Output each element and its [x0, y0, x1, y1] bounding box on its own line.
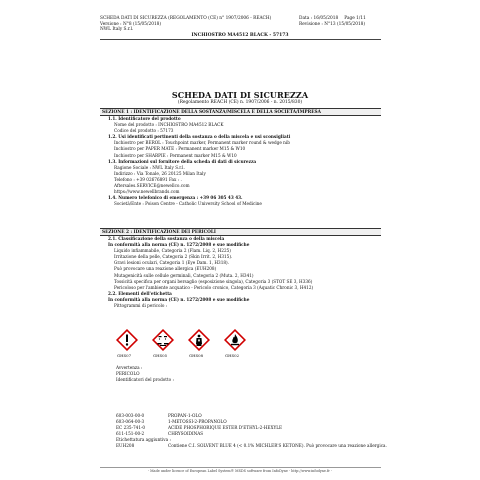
body-line: Liquido infiammabile, Categoria 2 (Flam. Liq. 2, H225): [114, 248, 231, 254]
section-2-heading: SEZIONE 2 : IDENTIFICAZIONE DEI PERICOLI: [100, 228, 381, 236]
section-1-heading: SEZIONE 1 : IDENTIFICAZIONE DELLA SOSTANZA/MISCELA E DELLA SOCIETÀ/IMPRESA: [100, 108, 381, 116]
extra-text: Contiene C.I. SOLVENT BLUE 4 (< 0.1% MICHLER'S KETONE). Può provocare una reazione allergica.: [168, 443, 387, 449]
body-line: Società/Ente : Poison Centre - Catholic University School of Medicine: [114, 201, 262, 207]
section-2-body: [108, 236, 381, 309]
subsection-heading: 1.2. Usi identificati pertinenti della sostanza o della miscela e usi sconsigliati: [108, 134, 291, 140]
body-line: Può provocare una reazione allergica (EUH208): [114, 266, 217, 272]
body-line: Inchiostro per PAPER MATE : Permanent marker M15 & W10: [114, 146, 246, 152]
health-hazard-icon: [188, 329, 210, 351]
body-line: Gravi lesioni oculari, Categoria 1 (Eye Dam. 1, H318).: [114, 260, 229, 266]
header-regulation: SCHEDA DATI DI SICUREZZA (REGOLAMENTO (CE) n° 1907/2006 - REACH): [100, 16, 272, 21]
header-right: [299, 16, 366, 27]
substance-name: ACIDE PHOSPHORIQUE ESTER D'ETHYL-2-HEXYLE: [168, 425, 283, 431]
header-divider: [100, 39, 381, 40]
body-line: https://www.newellbrands.com: [114, 189, 180, 195]
header-revision: Revisione : N°13 (15/05/2018): [299, 21, 366, 27]
substance-name: PROPAN-1-OLO: [168, 413, 202, 418]
substance-name: CHRYSOIDINAS: [168, 431, 204, 437]
subsection-heading: In conformità alla norma (CE) n. 1272/2008 e sue modifiche: [108, 242, 250, 248]
body-line: Irritazione della pelle, Categoria 2 (Skin Irrit. 2, H315).: [114, 254, 233, 260]
footer-divider: [100, 467, 381, 468]
exclamation-icon: [116, 329, 138, 351]
body-line: Codice del prodotto : 57173: [114, 128, 174, 134]
header-version: Versione : N°8 (15/05/2018): [100, 21, 162, 27]
body-line: Pittogrammi di pericolo :: [114, 303, 168, 309]
footer-text: - Made under licence of European Label System® MSDS software from InfoDyne - http://www.infodyne.fr -: [147, 469, 333, 473]
subsection-heading: 1.1. Identificatore del prodotto: [108, 116, 181, 121]
substance-code: 611-151-00-2: [116, 431, 145, 437]
section-1-body: [108, 116, 381, 207]
pictogram-label: GHS08: [189, 353, 204, 358]
body-line: Indirizzo : Via Tonale, 26 20125 Milan Italy: [114, 170, 206, 176]
subsection-heading: 1.4. Numero telefonico di emergenza : +39 06 305 43 43.: [108, 195, 243, 201]
extra-code: EUH208: [116, 443, 135, 449]
body-line: Aftersales.SERVICE@newellco.com: [114, 183, 190, 189]
subsection-heading: 1.3. Informazioni sul fornitore della scheda di dati di sicurezza: [108, 158, 257, 164]
document-subtitle: (Regolamento REACH (CE) n. 1907/2006 - n. 2015/830): [177, 100, 303, 105]
hazard-pictograms: [116, 329, 256, 361]
body-line: Pericoloso per l'ambiente acquatico - Pericolo cronico, Categoria 3 (Aquatic Chronic 3, H412): [114, 284, 314, 290]
pictogram-label: GHS02: [225, 353, 240, 358]
body-line: Mutagenicità sulle cellule germinali, Categoria 2 (Muta. 2, H341): [114, 272, 254, 278]
header-company: NWL Italy S.r.l.: [100, 27, 134, 33]
extra-label: Etichettatura aggiuntiva :: [116, 437, 171, 443]
signal-word: PERICOLO: [116, 371, 140, 377]
substance-code: 603-003-00-0: [116, 413, 145, 418]
subsection-heading: 2.2. Elementi dell'etichetta: [108, 290, 172, 296]
body-line: Ragione Sociale : NWL Italy S.r.l.: [114, 164, 185, 170]
identifiers-label: Identificatori del prodotto :: [116, 377, 174, 383]
header-page: Page 1/11: [344, 16, 366, 21]
body-line: Telefono : +39 02676891 Fax : .: [114, 176, 182, 182]
substance-name: 1-METOSSI-2-PROPANOLO: [168, 419, 227, 425]
signal-label: Avvertenza :: [116, 365, 143, 370]
header-product: INCHIOSTRO MA4512 BLACK - 57173: [191, 33, 289, 38]
header-date: Data : 16/05/2018: [299, 16, 339, 21]
body-line: Nome del prodotto : INCHIOSTRO MA4512 BLACK: [114, 122, 224, 128]
pictogram-label: GHS07: [117, 353, 132, 358]
header-left: [100, 16, 271, 33]
corrosion-icon: [152, 329, 174, 351]
body-line: Inchiostro per BEROL : Touchpoint marker, Permanent marker round & wedge nib: [114, 140, 290, 146]
document-title: SCHEDA DATI DI SICUREZZA: [171, 90, 309, 100]
substance-code: 603-064-00-3: [116, 419, 145, 425]
body-line: Inchiostro per SHARPIE : Permanent marker M15 & W10: [114, 152, 237, 158]
subsection-heading: 2.1. Classificazione della sostanza o della miscela: [108, 236, 225, 241]
substance-code: EC 235-741-0: [116, 425, 146, 431]
flame-icon: [224, 329, 246, 351]
pictogram-label: GHS05: [153, 353, 168, 358]
body-line: Tossicità specifica per organi bersaglio (esposizione singola), Categoria 3 (STOT SE 3, H336): [114, 278, 313, 284]
subsection-heading: In conformità alla norma (CE) n. 1272/2008 e sue modifiche: [108, 296, 250, 302]
signal-block: [116, 365, 174, 383]
